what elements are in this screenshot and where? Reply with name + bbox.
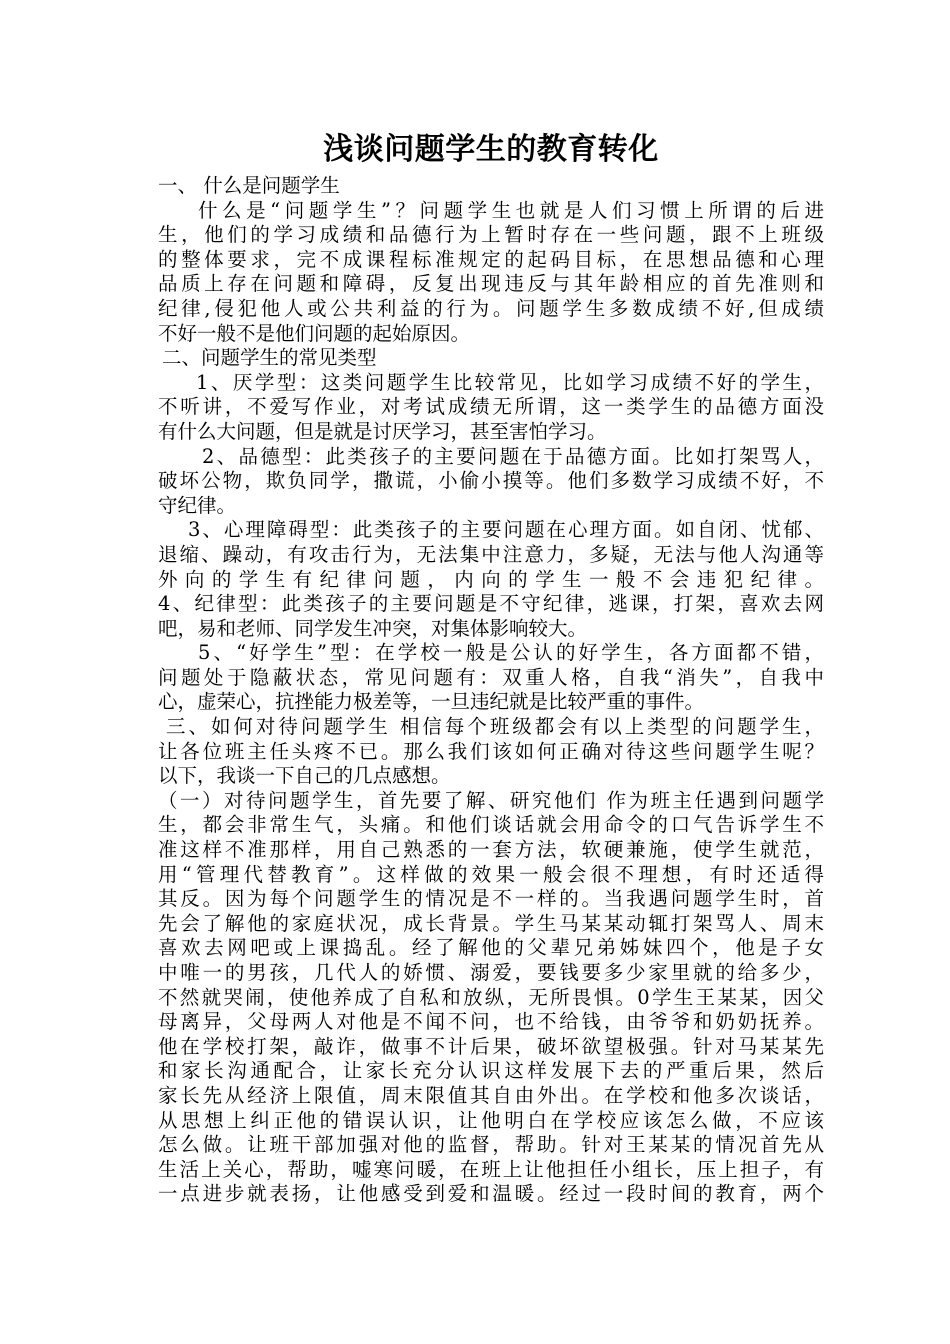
text-line: 4、纪律型：此类孩子的主要问题是不守纪律，逃课，打架，喜欢去网 xyxy=(158,592,824,616)
text-line: 家长先从经济上限值，周末限值其自由外出。在学校和他多次谈话， xyxy=(158,1083,824,1107)
text-line: 怎么做。让班干部加强对他的监督，帮助。针对王某某的情况首先从 xyxy=(158,1133,824,1157)
text-line: 他在学校打架，敲诈，做事不计后果，破坏欲望极强。针对马某某先 xyxy=(158,1034,824,1058)
document-page xyxy=(158,128,824,1207)
text-line: 中唯一的男孩，几代人的娇惯、溺爱，要钱要多少家里就的给多少， xyxy=(158,961,824,984)
text-line: 品质上存在问题和障碍，反复出现违反与其年龄相应的首先准则和 xyxy=(158,272,824,296)
text-line: 不听讲，不爱写作业，对考试成绩无所谓，这一类学生的品德方面没 xyxy=(158,395,824,419)
text-line: 守纪律。 xyxy=(158,493,237,517)
text-line: 2、品德型：此类孩子的主要问题在于品德方面。比如打架骂人， xyxy=(202,444,824,468)
text-line: 和家长沟通配合，让家长充分认识这样发展下去的严重后果，然后 xyxy=(158,1059,824,1083)
text-line: 1、厌学型：这类问题学生比较常见，比如学习成绩不好的学生， xyxy=(196,370,824,394)
text-line: 从思想上纠正他的错误认识，让他明白在学校应该怎么做，不应该 xyxy=(158,1108,824,1132)
text-line: 有什么大问题，但是就是讨厌学习，甚至害怕学习。 xyxy=(158,419,607,443)
text-line: 的整体要求，完不成课程标准规定的起码目标，在思想品德和心理 xyxy=(158,247,824,271)
text-line: 破坏公物，欺负同学，撒谎，小偷小摸等。他们多数学习成绩不好，不 xyxy=(158,469,824,493)
text-line: 让各位班主任头疼不已。那么我们该如何正确对待这些问题学生呢？ xyxy=(158,739,824,763)
text-line: 其反。因为每个问题学生的情况是不一样的。当我遇问题学生时，首 xyxy=(158,887,824,911)
text-line: （一）对待问题学生，首先要了解、研究他们 作为班主任遇到问题学 xyxy=(158,788,824,812)
text-line: 一点进步就表扬，让他感受到爱和温暖。经过一段时间的教育，两个 xyxy=(158,1182,824,1206)
text-line: 什么是“问题学生”？问题学生也就是人们习惯上所谓的后进 xyxy=(198,198,824,222)
text-line: 三、如何对待问题学生 相信每个班级都会有以上类型的问题学生， xyxy=(166,715,824,739)
text-line: 准这样不准那样，用自己熟悉的一套方法，软硬兼施，使学生就范， xyxy=(158,838,824,862)
text-line: 5、“好学生”型：在学校一般是公认的好学生，各方面都不错， xyxy=(198,641,824,665)
text-line: 吧，易和老师、同学发生冲突，对集体影响较大。 xyxy=(158,616,588,640)
text-line: 心，虚荣心，抗挫能力极差等，一旦违纪就是比较严重的事件。 xyxy=(158,690,705,714)
text-line: 喜欢去网吧或上课捣乱。经了解他的父辈兄弟姊妹四个，他是子女 xyxy=(158,936,824,960)
text-line: 生活上关心，帮助，嘘寒问暖，在班上让他担任小组长，压上担子，有 xyxy=(158,1157,824,1181)
document-body xyxy=(158,174,824,1207)
text-line: 以下，我谈一下自己的几点感想。 xyxy=(158,764,451,788)
text-line: 生，他们的学习成绩和品德行为上暂时存在一些问题，跟不上班级 xyxy=(158,223,824,247)
text-line: 先会了解他的家庭状况，成长背景。学生马某某动辄打架骂人、周末 xyxy=(158,911,824,935)
text-line: 3、心理障碍型：此类孩子的主要问题在心理方面。如自闭、忧郁、 xyxy=(188,518,824,542)
text-line: 不好一般不是他们问题的起始原因。 xyxy=(158,321,471,345)
text-line: 母离异，父母两人对他是不闻不问，也不给钱，由爷爷和奶奶抚养。 xyxy=(158,1010,824,1034)
text-line: 外向的学生有纪律问题，内向的学生一般不会违犯纪律。 xyxy=(158,567,824,591)
text-line: 不然就哭闹，使他养成了自私和放纵，无所畏惧。0学生王某某，因父 xyxy=(158,985,824,1009)
text-line: 用“管理代替教育”。这样做的效果一般会很不理想，有时还适得 xyxy=(158,862,824,886)
text-line: 二、问题学生的常见类型 xyxy=(162,346,377,370)
text-line: 一、 什么是问题学生 xyxy=(158,174,340,197)
document-title: 浅谈问题学生的教育转化 xyxy=(323,132,659,167)
text-line: 退缩、躁动，有攻击行为，无法集中注意力，多疑，无法与他人沟通等 xyxy=(158,542,824,566)
text-line: 问题处于隐蔽状态，常见问题有：双重人格，自我“消失”，自我中 xyxy=(158,665,824,689)
text-line: 生，都会非常生气，头痛。和他们谈话就会用命令的口气告诉学生不 xyxy=(158,813,824,837)
text-line: 纪律,侵犯他人或公共利益的行为。问题学生多数成绩不好,但成绩 xyxy=(158,296,824,320)
